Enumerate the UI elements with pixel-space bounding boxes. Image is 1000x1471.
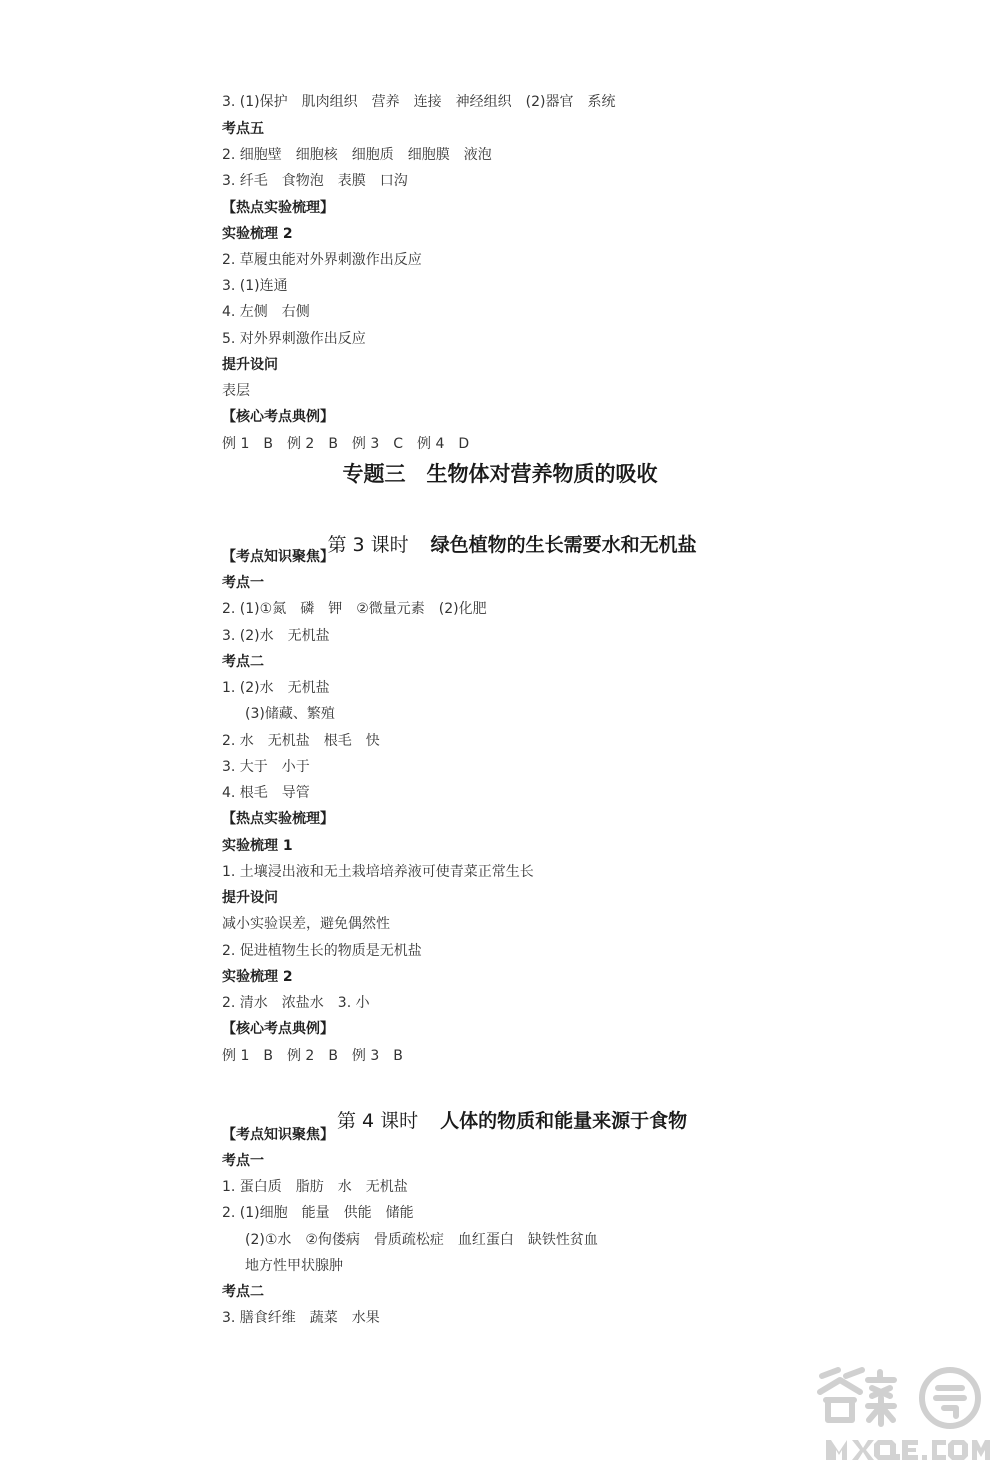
lesson-heading	[0, 1082, 1000, 1160]
lesson-heading	[0, 506, 1000, 584]
text-line: (2)①水 ②佝偻病 骨质疏松症 血红蛋白 缺铁性贫血	[245, 1232, 598, 1248]
lesson-title: 人体的物质和能量来源于食物	[440, 1110, 688, 1132]
section-label: 【热点实验梳理】	[222, 811, 334, 827]
watermark-logo	[812, 1362, 994, 1466]
text-line: 3. (2)水 无机盐	[222, 628, 330, 644]
text-line: 1. (2)水 无机盐	[222, 680, 330, 696]
text-line: 4. 左侧 右侧	[222, 304, 310, 320]
text-line: 3. 膳食纤维 蔬菜 水果	[222, 1310, 380, 1326]
section-label: 【热点实验梳理】	[222, 200, 334, 216]
topic-heading: 专题三 生物体对营养物质的吸收	[342, 462, 658, 486]
lesson-title: 绿色植物的生长需要水和无机盐	[430, 534, 697, 556]
section-label: 考点一	[222, 575, 264, 591]
section-label: 实验梳理 1	[222, 838, 293, 854]
text-line: 例 1 B 例 2 B 例 3 C 例 4 D	[222, 436, 470, 452]
lesson-number: 第 4 课时	[336, 1110, 419, 1132]
text-line: 3. 大于 小于	[222, 759, 310, 775]
text-line: 5. 对外界刺激作出反应	[222, 331, 366, 347]
section-label: 考点二	[222, 654, 264, 670]
text-line: 例 1 B 例 2 B 例 3 B	[222, 1048, 403, 1064]
section-label: 【考点知识聚焦】	[222, 1127, 334, 1143]
lesson-number: 第 3 课时	[327, 534, 409, 556]
section-label: 考点二	[222, 1284, 264, 1300]
text-line: 3. 纤毛 食物泡 表膜 口沟	[222, 173, 408, 189]
section-label: 提升设问	[222, 357, 278, 373]
text-line: 减小实验误差，避免偶然性	[222, 916, 390, 932]
section-label: 【核心考点典例】	[222, 409, 334, 425]
text-line: 2. 水 无机盐 根毛 快	[222, 733, 380, 749]
text-line: 2. 促进植物生长的物质是无机盐	[222, 943, 422, 959]
text-line: 1. 蛋白质 脂肪 水 无机盐	[222, 1179, 408, 1195]
section-label: 考点一	[222, 1153, 264, 1169]
text-line: 表层	[222, 383, 250, 399]
section-label: 实验梳理 2	[222, 226, 293, 242]
section-label: 实验梳理 2	[222, 969, 293, 985]
text-line: 2. (1)细胞 能量 供能 储能	[222, 1205, 414, 1221]
text-line: 2. 清水 浓盐水 3. 小	[222, 995, 370, 1011]
section-label: 考点五	[222, 121, 264, 137]
text-line: 2. 草履虫能对外界刺激作出反应	[222, 252, 422, 268]
text-line: 地方性甲状腺肿	[245, 1258, 343, 1274]
text-line: (3)储藏、繁殖	[245, 706, 335, 722]
section-label: 提升设问	[222, 890, 278, 906]
section-label: 【核心考点典例】	[222, 1021, 334, 1037]
text-line: 2. 细胞壁 细胞核 细胞质 细胞膜 液泡	[222, 147, 492, 163]
section-label: 【考点知识聚焦】	[222, 549, 334, 565]
text-line: 1. 土壤浸出液和无土栽培培养液可使青菜正常生长	[222, 864, 534, 880]
text-line: 2. (1)①氮 磷 钾 ②微量元素 (2)化肥	[222, 601, 487, 617]
text-line: 4. 根毛 导管	[222, 785, 310, 801]
text-line: 3. (1)保护 肌肉组织 营养 连接 神经组织 (2)器官 系统	[222, 94, 616, 110]
text-line: 3. (1)连通	[222, 278, 288, 294]
